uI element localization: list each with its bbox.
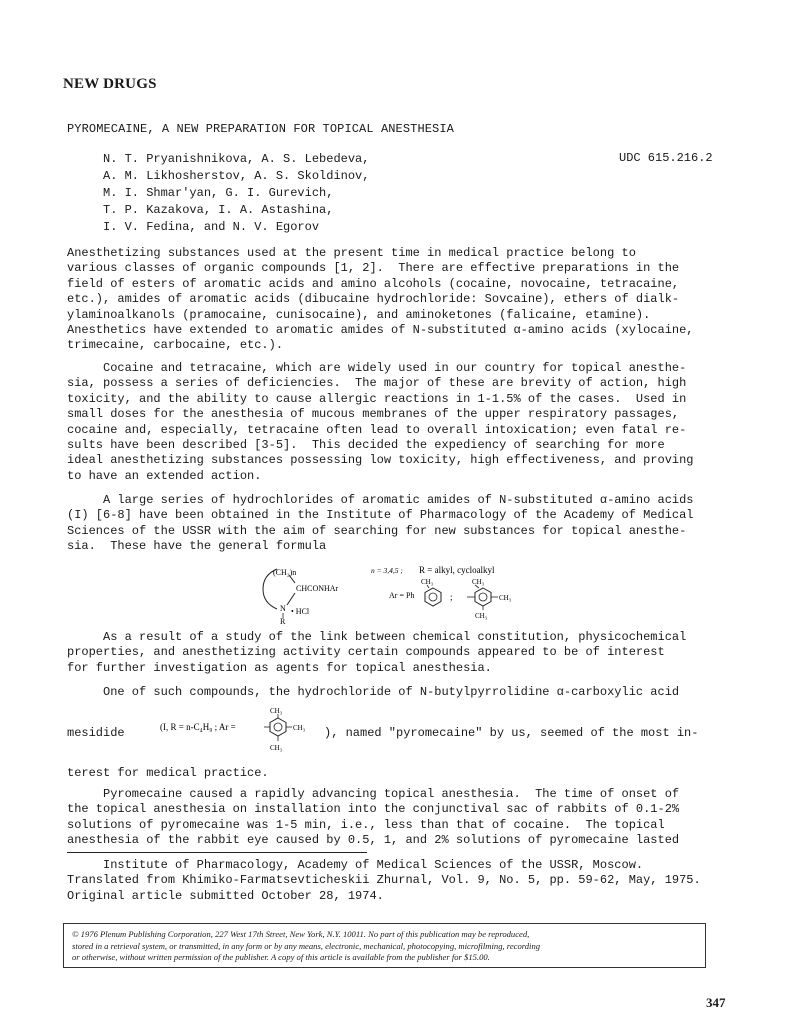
text-line: to have an extended action. [67,468,262,483]
article-title: PYROMECAINE, A NEW PREPARATION FOR TOPICAL ANESTHESIA [67,122,454,136]
nitrogen-label: N [280,604,286,613]
text-line: Sciences of the USSR with the aim of searching for new substances for topical anesthe- [67,523,687,538]
body-paragraph [67,246,735,354]
methyl-label: CH₃ [293,724,306,732]
text-line: small doses for the anesthesia of mucous membranes of the upper respiratory passages, [67,407,680,422]
body-paragraph [67,630,735,676]
text-line: cocaine and, especially, tetracaine often lead to overall intoxication; even fatal re- [67,422,687,437]
body-paragraph [67,787,735,849]
text-line: solutions of pyromecaine was 1-5 min, i.e., less than that of cocaine. The topical [67,817,665,832]
text-line: © 1976 Plenum Publishing Corporation, 227 West 17th Street, New York, N.Y. 10011. No part of this publication may be reproduced, [72,929,530,939]
body-paragraph [67,685,735,700]
aromatic-circle [274,723,282,731]
body-paragraph [67,493,735,555]
udc-code: UDC 615.216.2 [619,151,713,165]
text-line: Institute of Pharmacology, Academy of Medical Sciences of the USSR, Moscow. [67,858,644,872]
text-line: anesthesia of the rabbit eye caused by 0.5, 1, and 2% solutions of pyromecaine lasted [67,833,680,848]
benzene-ring [425,588,441,606]
affiliation-note [67,858,747,904]
text-line: One of such compounds, the hydrochloride of N-butylpyrrolidine α-carboxylic acid [67,685,680,699]
text-line: sia. These have the general formula [67,539,327,554]
text-line: toxicity, and the ability to cause allergic reactions in 1-1.5% of the cases. Used in [67,391,687,406]
text-line: trimecaine, carbocaine, etc.). [67,338,284,353]
n-values: n = 3,4,5 ; [371,566,403,575]
text-line: (I) [6-8] have been obtained in the Institute of Pharmacology of the Academy of Medical [67,508,694,523]
copyright-box [63,923,706,968]
page-number: 347 [706,995,726,1010]
author-line: A. M. Likhosherstov, A. S. Skoldinov, [103,169,370,183]
body-paragraph [67,361,735,484]
ring-label: (CH₂)n [273,568,297,577]
text-line: Cocaine and tetracaine, which are widely used in our country for topical anesthe- [67,361,687,375]
text-line: stored in a retrieval system, or transmitted, in any form or by any means, electronic, mechanical, photocopying, microfilming, recording [72,940,541,951]
r-label: R [280,617,286,625]
footnote-rule [67,852,367,853]
benzene-ring [475,588,491,606]
inline-tail-text: terest for medical practice. [67,766,269,780]
text-line: sults have been described [3-5]. This decided the expediency of searching for more [67,438,665,453]
inline-formula-text: (I, R = n-C₄H₉ ; Ar = [160,722,236,732]
ar-label: Ar = Ph [389,591,415,600]
text-line: ylaminoalkanols (pramocaine, cunisocaine), and aminoketones (falicaine, etamine). [67,307,651,322]
text-line: or otherwise, without written permission of the publisher. A copy of this article is available from the publisher for $15.00. [72,952,490,962]
text-line: As a result of a study of the link between chemical constitution, physicochemical [67,630,687,644]
text-line: Anesthetizing substances used at the present time in medical practice belong to [67,246,636,260]
text-line: Original article submitted October 28, 1974. [67,888,384,903]
separator: ; [450,592,453,602]
author-list [103,151,369,236]
text-line: Pyromecaine caused a rapidly advancing topical anesthesia. The time of onset of [67,787,680,801]
aromatic-circle [429,593,437,601]
author-line: T. P. Kazakova, I. A. Astashina, [103,203,334,217]
bond-line [287,593,295,605]
text-line: for further investigation as agents for topical anesthesia. [67,660,492,675]
inline-label: mesidide [67,726,125,740]
r-definition: R = alkyl, cycloalkyl [419,565,495,575]
aromatic-circle [479,593,487,601]
methyl-label: CH₃ [270,744,283,752]
text-line: ideal anesthetizing substances possessing low toxicity, high effectiveness, and proving [67,453,694,468]
hcl-label: • HCl [291,607,310,616]
text-line: A large series of hydrochlorides of aromatic amides of N-substituted α-amino acids [67,493,694,507]
text-line: the topical anesthesia on installation into the conjunctival sac of rabbits of 0.1-2% [67,802,680,817]
benzene-ring [270,718,286,736]
author-line: M. I. Shmar'yan, G. I. Gurevich, [103,186,334,200]
author-line: I. V. Fedina, and N. V. Egorov [103,220,320,234]
section-title: NEW DRUGS [63,76,157,92]
general-formula [255,563,555,625]
methyl-label: CH₃ [421,578,434,586]
text-line: sia, possess a series of deficiencies. The major of these are brevity of action, high [67,376,687,391]
text-line: Translated from Khimiko-Farmatsevticheskii Zhurnal, Vol. 9, No. 5, pp. 59-62, May, 1975. [67,873,701,888]
amide-label: CHCONHAr [296,584,339,593]
text-line: etc.), amides of aromatic acids (dibucaine hydrochloride: Sovcaine), ethers of dialk- [67,292,680,307]
author-line: N. T. Pryanishnikova, A. S. Lebedeva, [103,152,370,166]
text-line: properties, and anesthetizing activity certain compounds appeared to be of interest [67,645,665,660]
methyl-label: CH₃ [472,578,485,586]
inline-rest-text: ), named "pyromecaine" by us, seemed of the most in- [324,726,699,740]
text-line: Anesthetics have extended to aromatic amides of N-substituted α-amino acids (xylocaine, [67,323,694,338]
text-line: various classes of organic compounds [1, 2]. There are effective preparations in the [67,261,680,276]
methyl-label: CH₃ [499,594,512,602]
methyl-label: CH₃ [270,707,283,715]
text-line: field of esters of aromatic acids and amino alcohols (cocaine, novocaine, tetracaine, [67,276,680,291]
methyl-label: CH₃ [475,612,488,620]
